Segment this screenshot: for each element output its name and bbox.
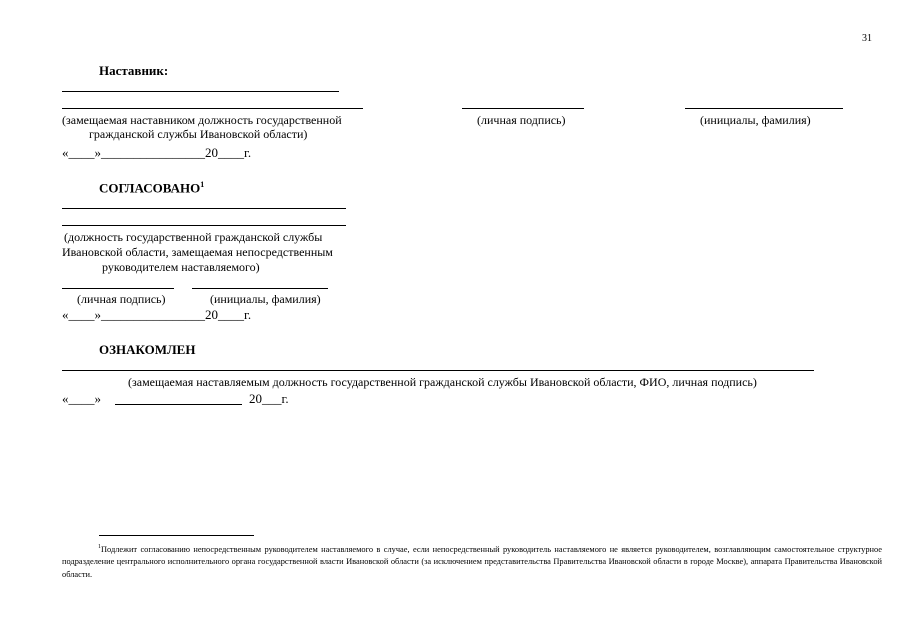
mentor-position-line — [62, 108, 363, 109]
mentor-signature-caption: (личная подпись) — [477, 113, 566, 127]
footnote — [62, 541, 882, 581]
mentor-position-caption-1: (замещаемая наставником должность государственной — [62, 113, 342, 127]
footnote-separator — [99, 535, 254, 536]
mentor-heading: Наставник: — [99, 63, 169, 78]
approved-position-caption-2: Ивановской области, замещаемая непосредственным — [62, 245, 333, 259]
mentor-position-caption-2: гражданской службы Ивановской области) — [89, 127, 308, 141]
approved-initials-line — [192, 288, 328, 289]
footnote-mark: 1 — [98, 544, 101, 550]
footnote-text: Подлежит согласованию непосредственным руководителем наставляемого в случае, если непосредственный руководитель наставляемого не является руководителем, возглавляющим самостоятельное структурное подразделение центрального исполнительного органа государственной власти Ивановской области (за исключением представительства Правительства Ивановской области в городе Москве), аппарата Правительства Ивановской области. — [62, 544, 882, 579]
approved-signature-caption: (личная подпись) — [77, 292, 166, 306]
approved-date-line: «____»________________20____г. — [62, 307, 252, 322]
approved-position-line — [62, 225, 346, 226]
approved-signature-line — [62, 288, 174, 289]
approved-position-caption-3: руководителем наставляемого) — [102, 260, 260, 274]
acquainted-date-year: 20___г. — [249, 391, 289, 406]
footnote-reference: 1 — [200, 180, 205, 189]
approved-initials-caption: (инициалы, фамилия) — [210, 292, 321, 306]
mentor-blank-line-1 — [62, 91, 339, 92]
acquainted-date-month-line — [115, 404, 242, 405]
mentor-initials-line — [685, 108, 843, 109]
approved-heading — [99, 180, 204, 196]
mentor-date-line: «____»________________20____г. — [62, 145, 252, 160]
mentor-signature-line — [462, 108, 584, 109]
acquainted-caption: (замещаемая наставляемым должность государственной гражданской службы Ивановской области, ФИО, личная подпись) — [128, 375, 757, 389]
acquainted-heading: ОЗНАКОМЛЕН — [99, 342, 196, 357]
page-number: 31 — [862, 33, 872, 44]
approved-heading-text: СОГЛАСОВАНО — [99, 180, 201, 196]
mentor-initials-caption: (инициалы, фамилия) — [700, 113, 811, 127]
approved-blank-line-1 — [62, 208, 346, 209]
acquainted-date-quote: «____» — [62, 391, 101, 406]
approved-position-caption-1: (должность государственной гражданской службы — [64, 230, 323, 244]
acquainted-line — [62, 370, 814, 371]
